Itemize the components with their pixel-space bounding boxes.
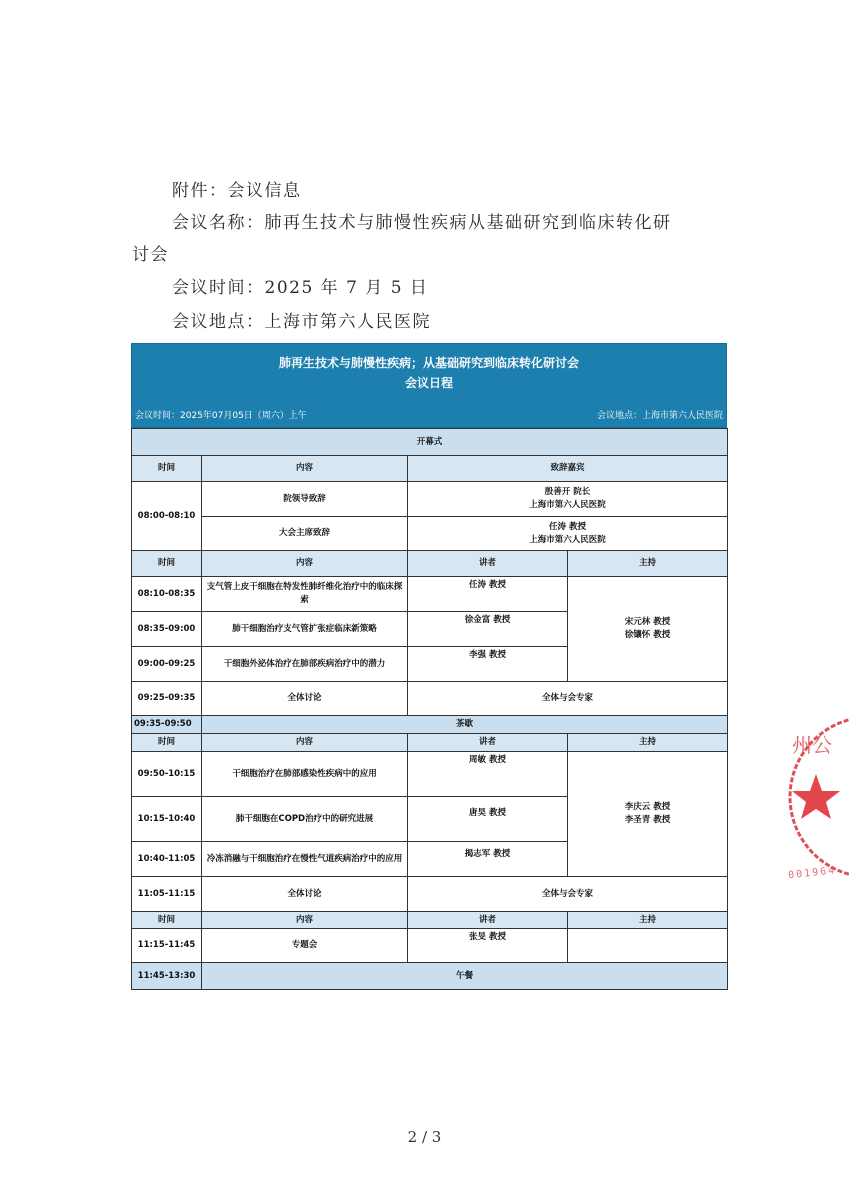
table-row	[132, 929, 728, 963]
header-time: 时间	[132, 912, 202, 929]
time-cell: 09:00-09:25	[132, 647, 202, 682]
schedule-time: 会议时间：2025年07月05日（周六）上午	[135, 411, 307, 421]
guest-name: 任涛 教授	[549, 521, 586, 532]
guest-cell	[408, 517, 728, 551]
content-cell: 院领导致辞	[202, 482, 408, 517]
guest-org: 上海市第六人民医院	[529, 534, 606, 545]
table-header	[132, 551, 728, 577]
seal-text: 州公	[792, 733, 832, 757]
time-cell: 08:00-08:10	[132, 482, 202, 551]
host-cell	[568, 752, 728, 877]
time-cell: 10:40-11:05	[132, 842, 202, 877]
break-label: 茶歇	[202, 716, 728, 734]
header-host: 主持	[568, 551, 728, 577]
attachment-label: 附件：会议信息	[172, 181, 302, 201]
speaker-cell: 全体与会专家	[408, 877, 728, 912]
seal-graphic	[780, 712, 849, 882]
time-cell: 09:35-09:50	[132, 716, 202, 734]
schedule	[131, 343, 727, 990]
speaker-cell: 唐昊 教授	[408, 797, 568, 842]
speaker-cell: 全体与会专家	[408, 682, 728, 716]
time-cell: 08:10-08:35	[132, 577, 202, 612]
speaker-cell: 李强 教授	[408, 647, 568, 682]
table-header	[132, 912, 728, 929]
content-cell: 冷冻消融与干细胞治疗在慢性气道疾病治疗中的应用	[202, 842, 408, 877]
star-icon	[792, 774, 840, 819]
content-cell: 肺干细胞在COPD治疗中的研究进展	[202, 797, 408, 842]
schedule-table	[131, 428, 728, 990]
table-header	[132, 734, 728, 752]
header-host: 主持	[568, 734, 728, 752]
content-cell: 全体讨论	[202, 682, 408, 716]
table-row	[132, 517, 728, 551]
break-row	[132, 716, 728, 734]
content-cell: 干细胞外泌体治疗在肺部疾病治疗中的潜力	[202, 647, 408, 682]
header-time: 时间	[132, 551, 202, 577]
speaker-cell: 徐金富 教授	[408, 612, 568, 647]
time-cell: 09:50-10:15	[132, 752, 202, 797]
content-cell: 大会主席致辞	[202, 517, 408, 551]
header-speaker: 讲者	[408, 734, 568, 752]
header-host: 主持	[568, 912, 728, 929]
table-row	[132, 482, 728, 517]
table-row	[132, 752, 728, 797]
lunch-label: 午餐	[202, 963, 728, 990]
table-row	[132, 877, 728, 912]
guest-org: 上海市第六人民医院	[529, 500, 606, 510]
host-name: 李圣青 教授	[624, 815, 671, 825]
speaker-cell: 揭志军 教授	[408, 842, 568, 877]
opening-label: 开幕式	[132, 429, 728, 456]
meeting-name: 会议名称：肺再生技术与肺慢性疾病从基础研究到临床转化研	[172, 213, 672, 233]
content-cell: 专题会	[202, 929, 408, 963]
schedule-banner	[131, 343, 727, 428]
host-cell	[568, 577, 728, 682]
guest-cell	[408, 482, 728, 517]
page-number: 2 / 3	[407, 1128, 442, 1146]
host-cell	[568, 929, 728, 963]
time-cell: 11:45-13:30	[132, 963, 202, 990]
table-header	[132, 456, 728, 482]
speaker-cell: 周敏 教授	[408, 752, 568, 797]
header-content: 内容	[202, 912, 408, 929]
content-cell: 支气管上皮干细胞在特发性肺纤维化治疗中的临床探索	[202, 577, 408, 612]
time-cell: 11:15-11:45	[132, 929, 202, 963]
meeting-location: 会议地点：上海市第六人民医院	[172, 312, 431, 332]
speaker-cell: 任涛 教授	[408, 577, 568, 612]
lunch-row	[132, 963, 728, 990]
content-cell: 肺干细胞治疗支气管扩张症临床新策略	[202, 612, 408, 647]
header-guest: 致辞嘉宾	[408, 456, 728, 482]
schedule-location: 会议地点：上海市第六人民医院	[596, 411, 723, 421]
host-name: 徐镶怀 教授	[624, 630, 671, 640]
table-row	[132, 682, 728, 716]
meeting-name-cont: 讨会	[132, 245, 169, 265]
seal-number: 001964	[787, 865, 837, 882]
header-content: 内容	[202, 456, 408, 482]
schedule-subtitle: 会议日程	[404, 376, 453, 390]
host-name: 李庆云 教授	[624, 802, 671, 812]
time-cell: 09:25-09:35	[132, 682, 202, 716]
opening-row	[132, 429, 728, 456]
table-row	[132, 577, 728, 612]
meeting-time: 会议时间：2025 年 7 月 5 日	[172, 278, 429, 298]
header-content: 内容	[202, 551, 408, 577]
content-cell: 干细胞治疗在肺部感染性疾病中的应用	[202, 752, 408, 797]
content-cell: 全体讨论	[202, 877, 408, 912]
schedule-title: 肺再生技术与肺慢性疾病；从基础研究到临床转化研讨会	[278, 356, 579, 370]
header-time: 时间	[132, 456, 202, 482]
time-cell: 11:05-11:15	[132, 877, 202, 912]
header-content: 内容	[202, 734, 408, 752]
red-seal-stamp	[780, 712, 849, 882]
time-cell: 10:15-10:40	[132, 797, 202, 842]
header-time: 时间	[132, 734, 202, 752]
header-speaker: 讲者	[408, 912, 568, 929]
guest-name: 殷善开 院长	[544, 487, 591, 497]
header-speaker: 讲者	[408, 551, 568, 577]
host-name: 宋元林 教授	[624, 617, 671, 627]
speaker-cell: 张旻 教授	[408, 929, 568, 963]
time-cell: 08:35-09:00	[132, 612, 202, 647]
